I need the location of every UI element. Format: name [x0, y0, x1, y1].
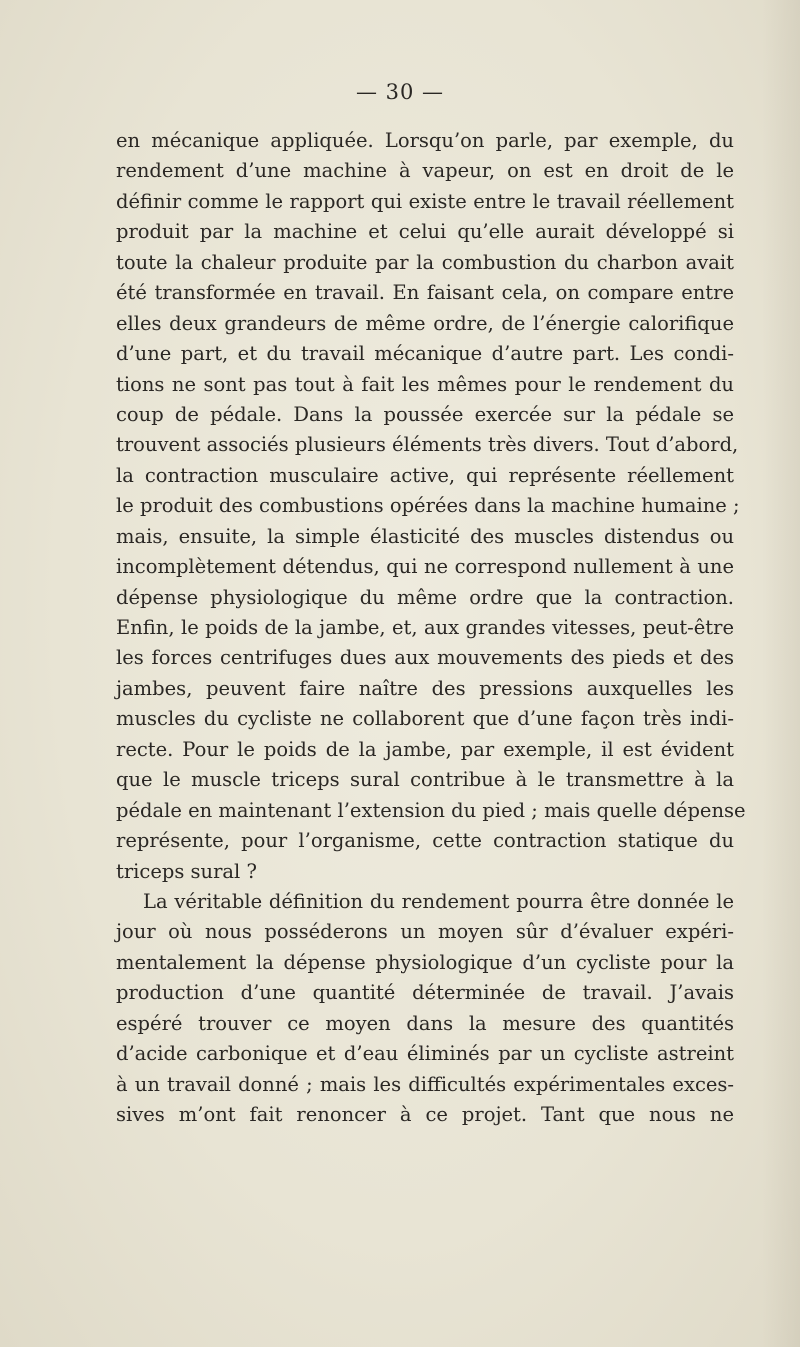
text-line: que le muscle triceps sural contribue à le transmettre à la	[116, 768, 734, 792]
text-line: en mécanique appliquée. Lorsqu’on parle, par exemple, du	[116, 129, 734, 152]
body-text	[116, 126, 746, 1130]
text-line: rendement d’une machine à vapeur, on est en droit de le	[116, 159, 734, 183]
text-line: dépense physiologique du même ordre que la contraction.	[116, 585, 734, 609]
paragraph-1	[116, 126, 746, 887]
text-line: représente, pour l’organisme, cette contraction statique du	[116, 829, 734, 853]
text-line: la contraction musculaire active, qui représente réellement	[116, 463, 734, 487]
text-line: jour où nous posséderons un moyen sûr d’évaluer expéri-	[116, 920, 734, 944]
text-line: pédale en maintenant l’extension du pied ; mais quelle dépense	[116, 798, 746, 822]
text-line: toute la chaleur produite par la combustion du charbon avait	[116, 250, 734, 274]
text-line: définir comme le rapport qui existe entre le travail réellement	[116, 189, 734, 213]
text-line: mentalement la dépense physiologique d’un cycliste pour la	[116, 950, 734, 974]
text-line: elles deux grandeurs de même ordre, de l’énergie calorifique	[116, 311, 734, 335]
text-line: les forces centrifuges dues aux mouvements des pieds et des	[116, 646, 734, 670]
text-line: La véritable définition du rendement pourra être donnée le	[143, 889, 734, 913]
text-line: jambes, peuvent faire naître des pressions auxquelles les	[116, 676, 734, 700]
text-line: tions ne sont pas tout à fait les mêmes pour le rendement du	[116, 372, 734, 396]
text-line: sives m’ont fait renoncer à ce projet. Tant que nous ne	[116, 1103, 734, 1126]
text-line: muscles du cycliste ne collaborent que d’une façon très indi-	[116, 707, 734, 731]
page-number: — 30 —	[355, 80, 445, 104]
text-line: production d’une quantité déterminée de travail. J’avais	[116, 981, 734, 1005]
text-line: d’acide carbonique et d’eau éliminés par un cycliste astreint	[116, 1042, 734, 1066]
text-line: Enfin, le poids de la jambe, et, aux grandes vitesses, peut-être	[116, 616, 734, 639]
text-line: mais, ensuite, la simple élasticité des muscles distendus ou	[116, 524, 734, 548]
text-line: le produit des combustions opérées dans la machine humaine ;	[116, 494, 740, 518]
paragraph-2	[116, 887, 734, 1131]
text-line: été transformée en travail. En faisant cela, on compare entre	[116, 281, 734, 305]
text-line: à un travail donné ; mais les difficultés expérimentales exces-	[116, 1072, 734, 1096]
text-line: produit par la machine et celui qu’elle aurait développé si	[116, 220, 734, 244]
text-line: d’une part, et du travail mécanique d’autre part. Les condi-	[116, 342, 734, 366]
text-line: trouvent associés plusieurs éléments très divers. Tout d’abord,	[116, 433, 739, 457]
text-line: espéré trouver ce moyen dans la mesure des quantités	[116, 1011, 734, 1035]
text-line: recte. Pour le poids de la jambe, par exemple, il est évident	[116, 737, 734, 761]
text-line: incomplètement détendus, qui ne correspond nullement à une	[116, 555, 734, 579]
text-line: triceps sural ?	[116, 859, 257, 883]
text-line: coup de pédale. Dans la poussée exercée sur la pédale se	[116, 402, 734, 426]
